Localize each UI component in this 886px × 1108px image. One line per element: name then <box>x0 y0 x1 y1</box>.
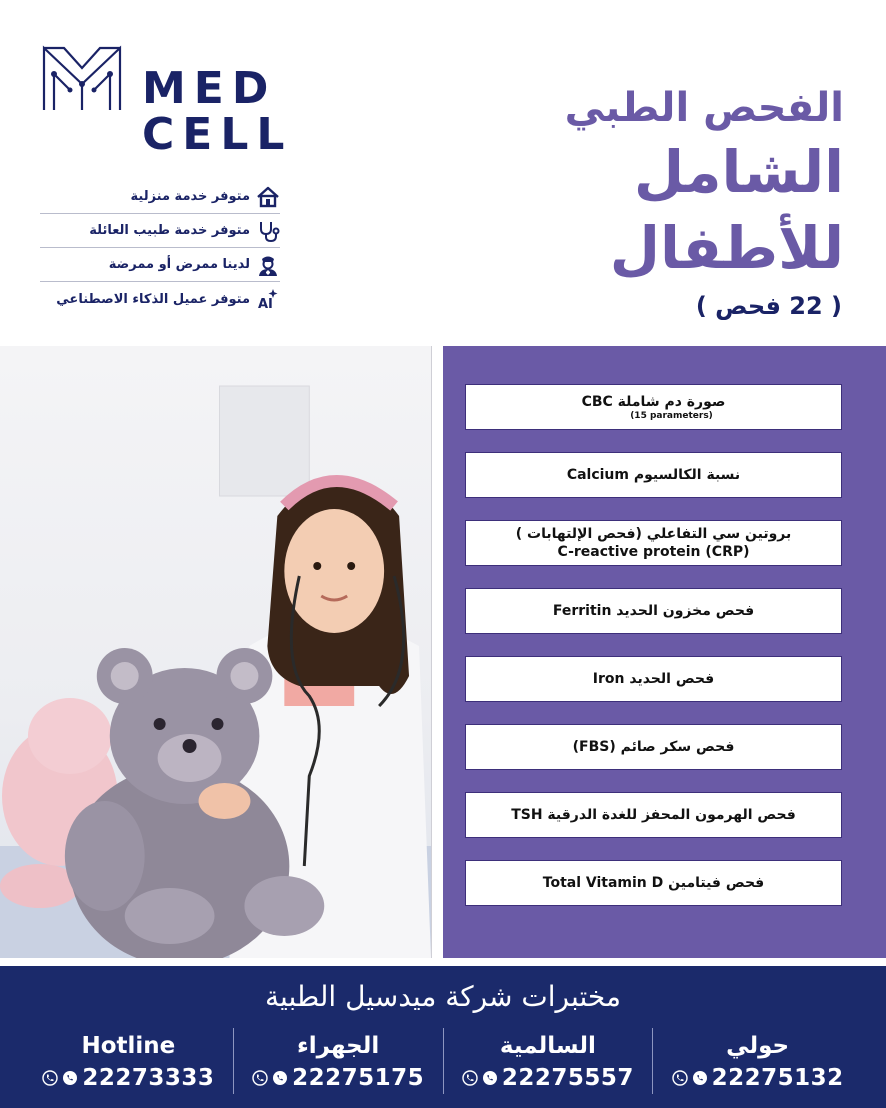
test-item-iron <box>465 656 842 702</box>
phone-icon <box>462 1070 478 1086</box>
service-item-family-doctor <box>40 214 280 248</box>
child-doctor-photo <box>0 346 432 958</box>
phone-icon <box>252 1070 268 1086</box>
test-item-calcium <box>465 452 842 498</box>
test-label: فحص مخزون الحديد Ferritin <box>552 603 755 619</box>
whatsapp-icon <box>62 1070 78 1086</box>
ai-icon <box>256 287 280 311</box>
branch-hawalli <box>652 1028 862 1094</box>
nurse-icon <box>256 253 280 277</box>
branch-salmiya <box>443 1028 653 1094</box>
headline-line-2: الشامل <box>633 138 844 206</box>
phone-icon <box>672 1070 688 1086</box>
logo-mark-icon <box>40 44 124 114</box>
branch-jahra <box>233 1028 443 1094</box>
footer <box>0 966 886 1108</box>
test-label: فحص فيتامين Total Vitamin D <box>542 875 765 891</box>
test-item-ferritin <box>465 588 842 634</box>
phone-icon <box>42 1070 58 1086</box>
logo-word-top: MED <box>142 63 277 114</box>
headline-line-1: الفحص الطبي <box>564 85 844 131</box>
footer-title: مختبرات شركة ميدسيل الطبية <box>265 980 621 1013</box>
service-item-nurse <box>40 248 280 282</box>
phone-number: 22275557 <box>501 1065 634 1091</box>
headline <box>404 82 844 286</box>
service-item-ai <box>40 282 280 316</box>
logo-word-bottom: CELL <box>142 109 293 160</box>
service-label: متوفر عميل الذكاء الاصطناعي <box>56 291 250 307</box>
branch-phone[interactable] <box>462 1065 634 1091</box>
tests-panel <box>443 346 886 958</box>
test-label: فحص سكر صائم (FBS) <box>572 739 735 755</box>
branch-phone[interactable] <box>672 1065 844 1091</box>
test-label: فحص الهرمون المحفز للغدة الدرقية TSH <box>511 807 796 823</box>
branch-name: الجهراء <box>297 1033 380 1059</box>
test-item-tsh <box>465 792 842 838</box>
svg-text:AI: AI <box>258 297 273 311</box>
branch-name: Hotline <box>81 1033 176 1059</box>
headline-line-3: للأطفال <box>609 214 844 282</box>
test-label-english: C-reactive protein (CRP) <box>557 544 750 560</box>
test-label: فحص الحديد Iron <box>592 671 715 687</box>
test-sublabel: (15 parameters) <box>630 411 713 421</box>
services-list <box>40 180 280 316</box>
test-label: نسبة الكالسيوم Calcium <box>566 467 741 483</box>
test-label: بروتين سي التفاعلي (فحص الإلتهابات ) <box>515 526 792 542</box>
service-label: متوفر خدمة طبيب العائلة <box>89 223 250 238</box>
branch-name: السالمية <box>499 1033 596 1059</box>
branch-hotline <box>24 1028 233 1094</box>
test-item-crp <box>465 520 842 566</box>
service-label: لدينا ممرض أو ممرضة <box>108 257 250 272</box>
stethoscope-icon <box>256 219 280 243</box>
home-icon <box>256 185 280 209</box>
service-label: متوفر خدمة منزلية <box>130 189 250 204</box>
phone-number: 22275132 <box>711 1065 844 1091</box>
phone-number: 22275175 <box>292 1065 425 1091</box>
whatsapp-icon <box>482 1070 498 1086</box>
branch-name: حولي <box>726 1033 790 1059</box>
test-label: صورة دم شاملة CBC <box>581 394 726 410</box>
branch-phone[interactable] <box>252 1065 424 1091</box>
tests-count: ( 22 فحص ) <box>695 292 842 320</box>
test-item-cbc <box>465 384 842 430</box>
logo-wordmark <box>142 63 293 160</box>
branch-phone[interactable] <box>42 1065 214 1091</box>
child-with-teddy-illustration <box>0 346 431 958</box>
medcell-logo <box>40 44 293 174</box>
whatsapp-icon <box>272 1070 288 1086</box>
whatsapp-icon <box>692 1070 708 1086</box>
phone-number: 22273333 <box>82 1065 215 1091</box>
service-item-home <box>40 180 280 214</box>
test-item-vitamin-d <box>465 860 842 906</box>
branch-list <box>24 1028 862 1094</box>
test-item-fbs <box>465 724 842 770</box>
